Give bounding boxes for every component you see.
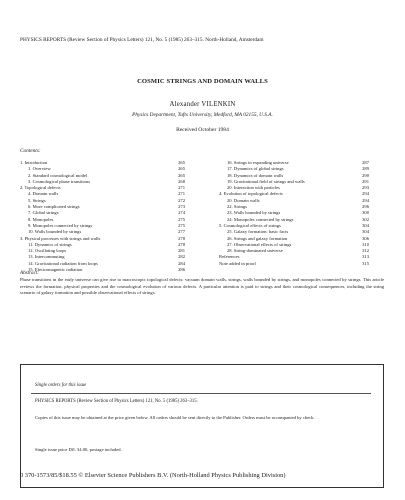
- toc-entry-page: 277: [178, 229, 185, 235]
- toc-entry-label: 17. Dynamics of global strings: [227, 166, 284, 172]
- toc-entry-page: 312: [362, 248, 369, 254]
- toc-entry-page: 287: [362, 160, 369, 165]
- toc-entry-label: 6. More complicated strings: [28, 204, 80, 210]
- toc-entry-page: 268: [178, 178, 185, 184]
- toc-entry-page: 296: [362, 204, 369, 210]
- toc-entry-label: 20. Domain walls: [227, 197, 260, 203]
- toc-entry-page: 291: [362, 178, 369, 184]
- toc-entry-page: 282: [178, 254, 185, 260]
- toc-left-column: [20, 160, 185, 273]
- single-orders-heading: Single orders for this issue: [35, 383, 87, 388]
- contents-label: Contents:: [20, 148, 41, 154]
- toc-entry-label: 1. Overview: [28, 166, 51, 172]
- toc-entry-label: 4. Domain walls: [28, 191, 59, 197]
- toc-entry-page: 271: [178, 185, 185, 191]
- toc-entry-page: 304: [362, 222, 369, 228]
- journal-header: PHYSICS REPORTS (Review Section of Physics Letters) 121, No. 5 (1985) 263–315. North-Holland, Amsterdam: [20, 37, 264, 43]
- toc-entry-page: 293: [362, 185, 369, 191]
- toc-entry-label: 4. Evolution of topological defects: [219, 191, 283, 197]
- toc-entry-label: 9. Monopoles connected by strings: [28, 222, 93, 228]
- toc-entry-label: 5. Cosmological effects of strings: [219, 222, 281, 228]
- toc-entry-page: 275: [178, 216, 185, 222]
- toc-entry-label: Note added in proof: [219, 260, 256, 266]
- abstract-label: Abstract:: [20, 270, 39, 276]
- toc-entry-label: References: [219, 254, 240, 260]
- order-journal-ref: PHYSICS REPORTS (Review Section of Physics Letters) 121, No. 5 (1985) 263–315.: [35, 399, 198, 404]
- order-copies-text: Copies of this issue may be obtained at the price given below. All orders should be sent directly to the Publisher. Orders must be accompanied by check.: [35, 415, 315, 420]
- toc-entry-page: 313: [362, 254, 369, 260]
- toc-entry-page: 306: [362, 235, 369, 241]
- toc-entry-page: 278: [178, 241, 185, 247]
- toc-entry: [20, 267, 185, 273]
- box-divider: [31, 393, 371, 394]
- toc-entry-label: 28. String-dominated universe: [227, 248, 283, 254]
- toc-entry: [219, 261, 369, 267]
- toc-entry-label: 25. Galaxy formation: basic facts: [227, 229, 289, 235]
- toc-entry-label: 15. Electromagnetic radiation: [28, 267, 83, 273]
- toc-entry-label: 20. Interaction with particles: [227, 185, 280, 191]
- toc-entry-label: 11. Dynamics of strings: [28, 241, 72, 247]
- toc-entry-page: 289: [362, 166, 369, 172]
- toc-entry-label: 22. Strings: [227, 204, 247, 210]
- toc-entry-page: 278: [178, 235, 185, 241]
- toc-entry-label: 2. Standard cosmological model: [28, 172, 88, 178]
- toc-entry-page: 310: [362, 241, 369, 247]
- toc-entry-page: 304: [362, 229, 369, 235]
- toc-entry-page: 265: [178, 166, 185, 172]
- toc-entry-label: 23. Walls bounded by strings: [227, 210, 281, 216]
- toc-entry-label: 18. Dynamics of domain walls: [227, 172, 284, 178]
- toc-entry-label: 16. Strings in expanding universe: [227, 160, 289, 165]
- toc-entry-label: 24. Monopoles connected by strings: [227, 216, 294, 222]
- toc-entry-label: 13. Intercommuting: [28, 254, 65, 260]
- toc-entry-page: 294: [362, 197, 369, 203]
- toc-entry-label: 27. Observational effects of strings: [227, 241, 292, 247]
- toc-entry-page: 265: [178, 160, 185, 165]
- received-date: Received October 1984: [176, 127, 229, 133]
- author-affiliation: Physics Department, Tufts University, Medford, MA 02155, U.S.A.: [132, 112, 273, 118]
- author-name: Alexander VILENKIN: [169, 101, 236, 108]
- toc-entry-label: 8. Monopoles: [28, 216, 54, 222]
- toc-entry-label: 5. Strings: [28, 197, 46, 203]
- toc-entry-label: 1. Introduction: [20, 160, 48, 165]
- order-info-box: [20, 364, 384, 488]
- order-price: Single issue price Dfl. 34.00, postage included.: [35, 447, 122, 452]
- toc-entry-page: 265: [178, 172, 185, 178]
- abstract-text: Phase transitions in the early universe can give rise to macroscopic topological defects: vacuum domain walls, strings, walls bounded by strings, and monopoles connected by strings. This article reviews the formation, physical properties and the cosmological evolution of various defects. A particular attention is paid to strings and their cosmological consequences, including the string scenario of galaxy formation and possible observational effects of strings.: [20, 277, 384, 296]
- toc-entry-page: 302: [362, 216, 369, 222]
- toc-entry-label: 14. Gravitational radiation from loops: [28, 260, 98, 266]
- toc-entry-page: 315: [362, 260, 369, 266]
- toc-entry-label: 19. Gravitational field of strings and walls: [227, 178, 305, 184]
- toc-entry-page: 290: [362, 172, 369, 178]
- copyright-footer: 0 370-1573/85/$18.55 © Elsevier Science Publishers B.V. (North-Holland Physics Publishing Division): [20, 472, 286, 479]
- toc-entry-page: 275: [178, 222, 185, 228]
- toc-entry-label: 10. Walls bounded by strings: [28, 229, 82, 235]
- toc-entry-label: 7. Global strings: [28, 210, 59, 216]
- article-title: COSMIC STRINGS AND DOMAIN WALLS: [137, 78, 268, 85]
- toc-entry-page: 274: [178, 210, 185, 216]
- toc-entry-page: 281: [178, 248, 185, 254]
- toc-entry-label: 26. Strings and galaxy formation: [227, 235, 288, 241]
- toc-entry-label: 3. Cosmological phase transitions: [28, 178, 91, 184]
- toc-entry-page: 272: [178, 197, 185, 203]
- toc-entry-label: 3. Physical processes with strings and walls: [20, 235, 101, 241]
- toc-entry-page: 271: [178, 191, 185, 197]
- toc-right-column: [219, 160, 369, 267]
- toc-entry-label: 12. Oscillating loops: [28, 248, 67, 254]
- toc-entry-page: 300: [362, 210, 369, 216]
- toc-entry-page: 286: [178, 267, 185, 273]
- toc-entry-label: 2. Topological defects: [20, 185, 61, 191]
- toc-entry-page: 273: [178, 204, 185, 210]
- toc-entry-page: 284: [178, 260, 185, 266]
- toc-entry-page: 294: [362, 191, 369, 197]
